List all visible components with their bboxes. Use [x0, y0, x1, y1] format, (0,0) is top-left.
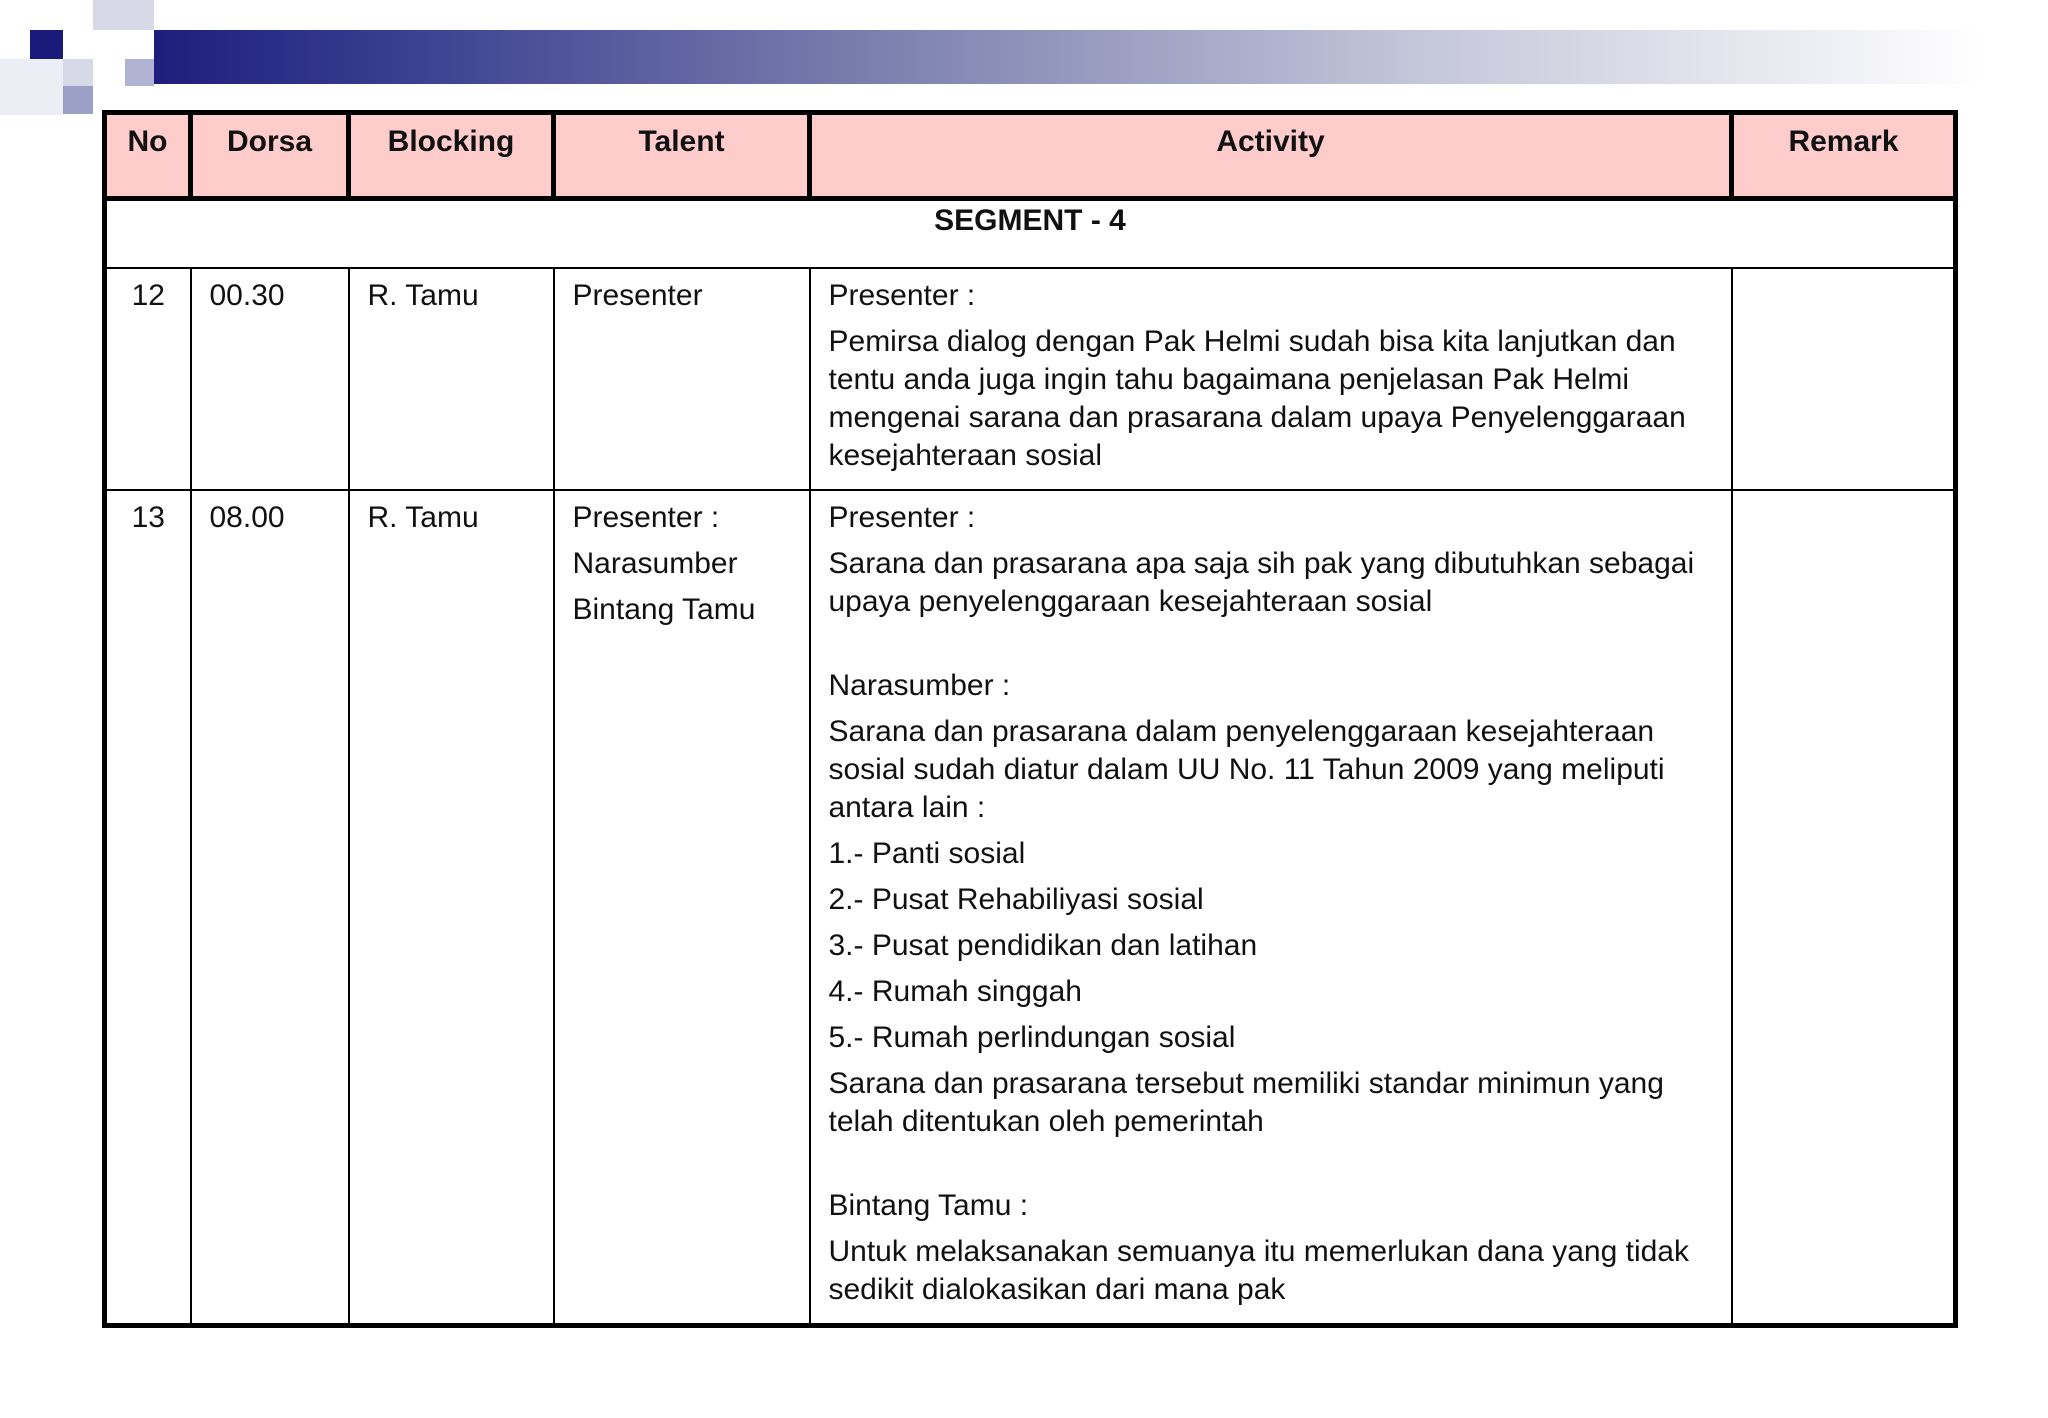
corner-decoration	[30, 30, 63, 59]
talent-name: Bintang Tamu	[572, 593, 756, 626]
activity-speaker: Presenter :	[828, 501, 976, 534]
activity-speaker: Bintang Tamu :	[828, 1189, 1029, 1222]
row-activity	[810, 490, 1732, 1326]
column-header-remark: Remark	[1732, 113, 1956, 199]
list-item: 3.- Pusat pendidikan dan latihan	[828, 929, 1258, 962]
activity-text: Sarana dan prasarana apa saja sih pak yang dibutuhkan sebagai upaya penyelenggaraan kesejahteraan sosial	[828, 547, 1695, 618]
corner-decoration	[63, 59, 93, 86]
corner-decoration	[93, 30, 154, 59]
list-item: 4.- Rumah singgah	[828, 975, 1082, 1008]
list-item: 5.- Rumah perlindungan sosial	[828, 1021, 1236, 1054]
activity-text: Sarana dan prasarana dalam penyelenggaraan kesejahteraan sosial sudah diatur dalam UU No. 11 Tahun 2009 yang meliputi antara lain :	[828, 715, 1665, 824]
table-row	[105, 490, 1956, 1326]
corner-decoration	[125, 59, 154, 86]
table-row	[105, 268, 1956, 490]
activity-text: Pemirsa dialog dengan Pak Helmi sudah bisa kita lanjutkan dan tentu anda juga ingin tahu bagaimana penjelasan Pak Helmi mengenai sarana dan prasarana dalam upaya Penyelenggaraan kesejahteraan sosial	[828, 325, 1686, 472]
list-item: 1.- Panti sosial	[828, 837, 1026, 870]
talent-name: Presenter :	[572, 501, 720, 534]
activity-text: Sarana dan prasarana tersebut memiliki standar minimun yang telah ditentukan oleh pemerintah	[828, 1067, 1664, 1138]
corner-decoration	[63, 86, 93, 114]
segment-label: SEGMENT - 4	[105, 199, 1956, 269]
row-remark	[1732, 268, 1956, 490]
column-header-talent: Talent	[554, 113, 810, 199]
column-header-dorsa: Dorsa	[191, 113, 349, 199]
talent-name: Narasumber	[572, 547, 738, 580]
talent-name: Presenter	[572, 279, 703, 312]
activity-text: Untuk melaksanakan semuanya itu memerlukan dana yang tidak sedikit dialokasikan dari mana pak	[828, 1235, 1689, 1306]
script-table	[102, 110, 1958, 1328]
activity-speaker: Presenter :	[828, 279, 976, 312]
header-gradient-band	[125, 30, 1985, 84]
row-talent	[554, 490, 810, 1326]
row-blocking: R. Tamu	[349, 268, 554, 490]
row-activity	[810, 268, 1732, 490]
corner-decoration	[0, 59, 63, 115]
row-blocking: R. Tamu	[349, 490, 554, 1326]
table-header-row	[105, 113, 1956, 199]
column-header-no: No	[105, 113, 191, 199]
row-no: 12	[105, 268, 191, 490]
column-header-activity: Activity	[810, 113, 1732, 199]
activity-speaker: Narasumber :	[828, 669, 1011, 702]
row-no: 13	[105, 490, 191, 1326]
list-item: 2.- Pusat Rehabiliyasi sosial	[828, 883, 1204, 916]
segment-row	[105, 199, 1956, 269]
row-dorsa: 08.00	[191, 490, 349, 1326]
column-header-blocking: Blocking	[349, 113, 554, 199]
row-remark	[1732, 490, 1956, 1326]
row-talent	[554, 268, 810, 490]
row-dorsa: 00.30	[191, 268, 349, 490]
corner-decoration	[93, 0, 154, 30]
